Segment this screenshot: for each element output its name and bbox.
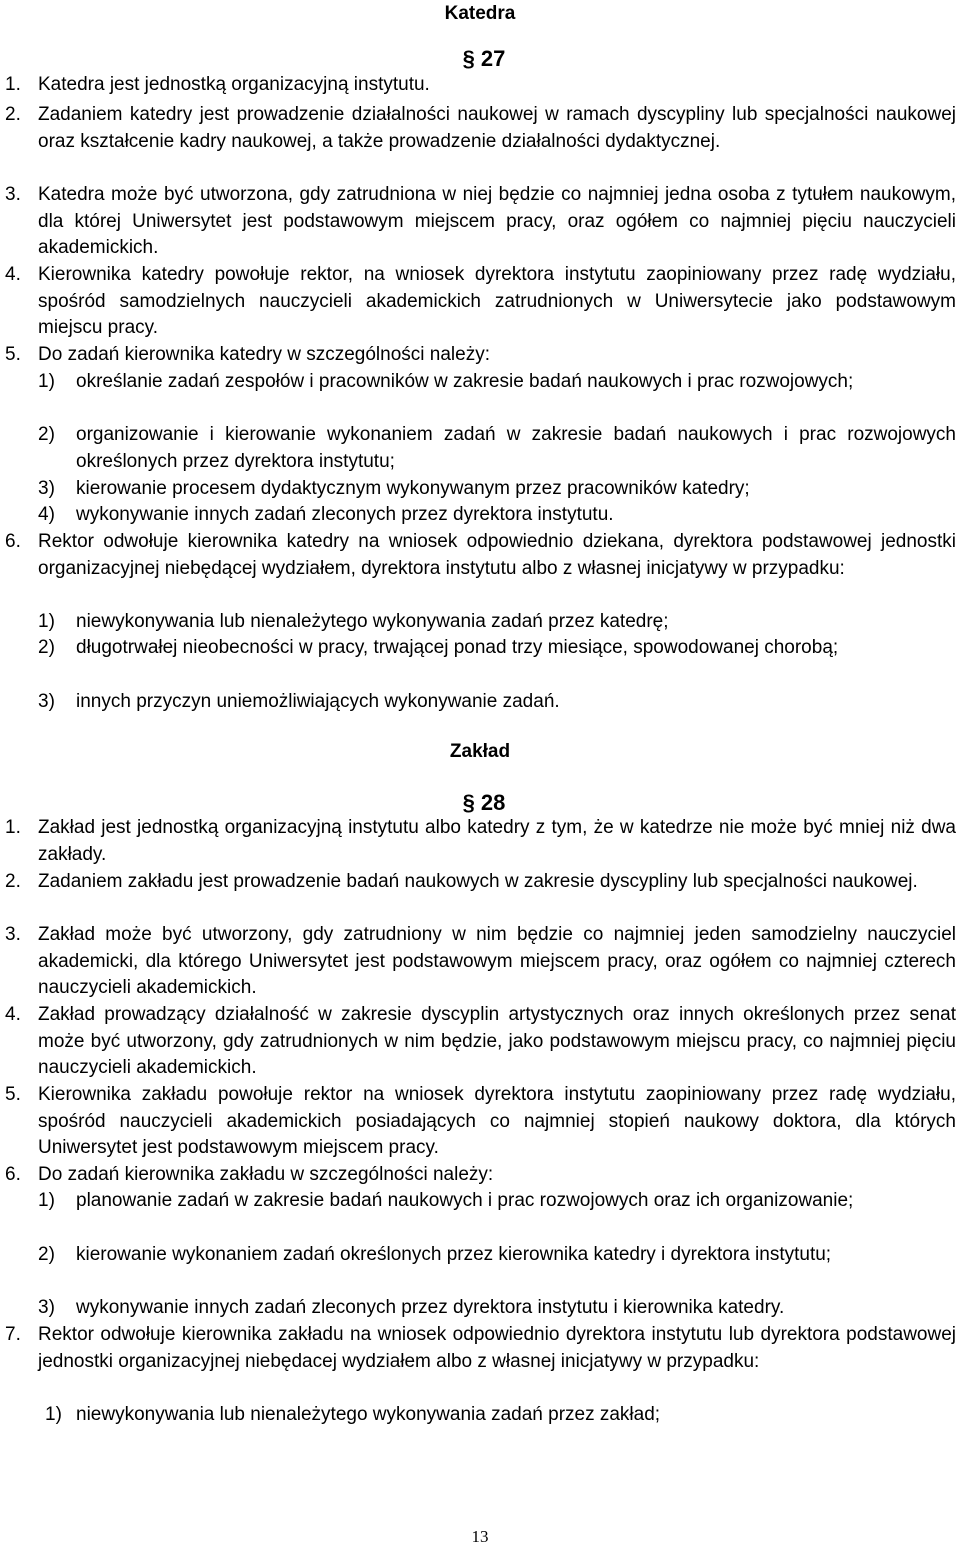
sub-item-text: wykonywanie innych zadań zleconych przez dyrektora instytutu i kierownika katedry. [76, 1297, 785, 1318]
item-number: 3. [5, 924, 21, 945]
sub-item-number: 3) [38, 478, 55, 499]
sub-item-number: 1) [38, 371, 55, 392]
sub-item-number: 3) [38, 691, 55, 712]
paragraph-symbol-27: § 27 [462, 46, 506, 71]
sub-item-number: 4) [38, 504, 55, 525]
sub-item-number: 3) [38, 1297, 55, 1318]
sub-item-number: 1) [38, 611, 55, 632]
sub-item-text: wykonywanie innych zadań zleconych przez dyrektora instytutu. [76, 504, 614, 525]
item-text: Zakład prowadzący działalność w zakresie dyscyplin artystycznych oraz innych określonych przez senat może być utworzony, gdy zatrudnionych w nim będzie, jako podstawowym miejscu pracy, co najmniej pięciu nauczycieli akademickich. [38, 1004, 956, 1078]
sub-item-number: 2) [38, 1244, 55, 1265]
sub-item-text: długotrwałej nieobecności w pracy, trwającej ponad trzy miesiące, spowodowanej chorobą; [76, 637, 839, 658]
item-number: 5. [5, 1084, 21, 1105]
item-text: Rektor odwołuje kierownika zakładu na wniosek odpowiednio dyrektora instytutu lub dyrektora podstawowej jednostki organizacyjnej niebędacej wydziałem albo z własnej inicjatywy w przypadku: [38, 1324, 956, 1372]
sub-item-text: kierowanie procesem dydaktycznym wykonywanym przez pracowników katedry; [76, 478, 750, 499]
sub-item-text: niewykonywania lub nienależytego wykonywania zadań przez zakład; [76, 1404, 661, 1425]
item-text: Zadaniem zakładu jest prowadzenie badań naukowych w zakresie dyscypliny lub specjalności naukowej. [38, 871, 918, 892]
sub-item-text: innych przyczyn uniemożliwiających wykonywanie zadań. [76, 691, 560, 712]
item-number: 6. [5, 531, 21, 552]
item-text: Katedra może być utworzona, gdy zatrudniona w niej będzie co najmniej jedna osoba z tytułem naukowym, dla której Uniwersytet jest podstawowym miejscem pracy, oraz ogółem co najmniej pięciu nauczycieli akademickich. [38, 184, 956, 258]
item-text: Zakład może być utworzony, gdy zatrudniony w nim będzie co najmniej jeden samodzielny nauczyciel akademicki, dla którego Uniwersytet jest podstawowym miejscem pracy, oraz ogółem co najmniej czterech nauczycieli akademickich. [38, 924, 956, 998]
section-title-zaklad: Zakład [449, 741, 511, 762]
sub-item-number: 2) [38, 637, 55, 658]
item-number: 2. [5, 104, 21, 125]
item-number: 1. [5, 817, 21, 838]
sub-item-text: kierowanie wykonaniem zadań określonych przez kierownika katedry i dyrektora instytutu; [76, 1244, 832, 1265]
item-text: Zadaniem katedry jest prowadzenie działalności naukowej w ramach dyscypliny lub specjalności naukowej oraz kształcenie kadry naukowej, a także prowadzenie działalności dydaktycznej. [38, 104, 956, 152]
item-number: 4. [5, 264, 21, 285]
item-text: Rektor odwołuje kierownika katedry na wniosek odpowiednio dziekana, dyrektora podstawowej jednostki organizacyjnej niebędącej wydziałem, dyrektora instytutu albo z własnej inicjatywy w przypadku: [38, 531, 956, 579]
sub-item-text: określanie zadań zespołów i pracowników w zakresie badań naukowych i prac rozwojowych; [76, 371, 854, 392]
item-text: Kierownika zakładu powołuje rektor na wniosek dyrektora instytutu zaopiniowany przez radę wydziału, spośród nauczycieli akademickich posiadających co najmniej stopień naukowy doktora, dla których Uniwersytet jest podstawowym miejscem pracy. [38, 1084, 956, 1158]
sub-item-text: planowanie zadań w zakresie badań naukowych i prac rozwojowych oraz ich organizowanie; [76, 1190, 854, 1211]
sub-item-number: 1) [38, 1190, 55, 1211]
item-number: 2. [5, 871, 21, 892]
item-number: 1. [5, 74, 21, 95]
item-number: 6. [5, 1164, 21, 1185]
item-number: 4. [5, 1004, 21, 1025]
sub-item-text: organizowanie i kierowanie wykonaniem zadań w zakresie badań naukowych i prac rozwojowych określonych przez dyrektora instytutu; [76, 424, 956, 472]
item-text: Do zadań kierownika katedry w szczególności należy: [38, 344, 490, 365]
item-text: Do zadań kierownika zakładu w szczególności należy: [38, 1164, 494, 1185]
page-number: 13 [471, 1527, 489, 1546]
sub-item-number: 1) [45, 1404, 62, 1425]
sub-item-number: 2) [38, 424, 55, 445]
item-text: Kierownika katedry powołuje rektor, na wniosek dyrektora instytutu zaopiniowany przez radę wydziału, spośród samodzielnych nauczycieli akademickich zatrudnionych w Uniwersytecie jako podstawowym miejscu pracy. [38, 264, 956, 338]
item-number: 3. [5, 184, 21, 205]
item-number: 5. [5, 344, 21, 365]
item-text: Katedra jest jednostką organizacyjną instytutu. [38, 74, 430, 95]
item-text: Zakład jest jednostką organizacyjną instytutu albo katedry z tym, że w katedrze nie może być mniej niż dwa zakłady. [38, 817, 956, 865]
section-title-katedra: Katedra [444, 3, 516, 24]
paragraph-symbol-28: § 28 [462, 790, 506, 815]
item-number: 7. [5, 1324, 21, 1345]
sub-item-text: niewykonywania lub nienależytego wykonywania zadań przez katedrę; [76, 611, 669, 632]
